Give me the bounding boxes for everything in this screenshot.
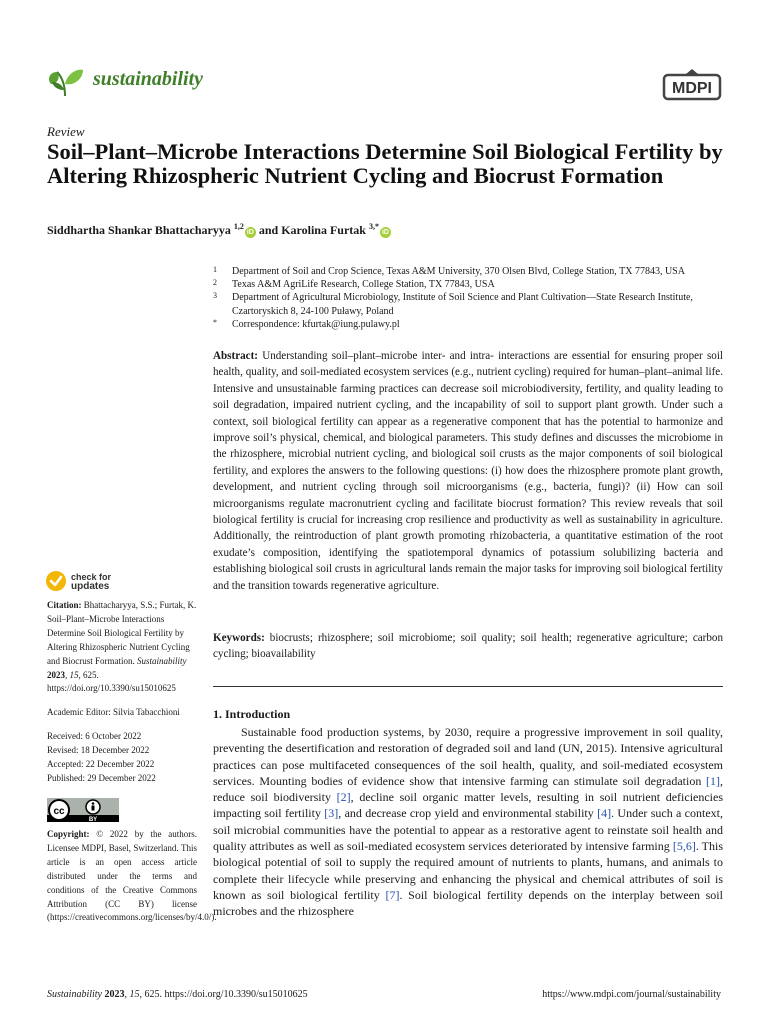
citation-link[interactable]: [5,6] <box>672 839 696 854</box>
check-for-updates-badge[interactable]: check for updates <box>45 570 145 596</box>
cc-by-label: BY <box>88 817 98 822</box>
section-divider <box>213 686 723 687</box>
section-heading: 1. Introduction <box>213 707 291 721</box>
author-list <box>47 222 391 238</box>
mdpi-logo-text: MDPI <box>672 80 712 97</box>
abstract-text: Understanding soil–plant–microbe inter- and intra- interactions are essential for ensuring proper soil health, quality, and soil-mediated ecosystem services (e.g., nutrient cycling) required for human–plant–animal life. Intensive and unsustainable farming practices can decrease soil microbiodiversity, fertility, and quality leading to soil degradation, impaired nutrient cycling, and the incapability of soil to support plant growth. Under such a context, soil biological fertility can appear as a regenerative component that has the potential to harmonize and improve soil’s physical, chemical, and biological parameters. This study defines and discusses the microbiome in the rhizosphere, microbial nutrient cycling, and biological soil crusts as the major components of soil biological fertility, and explores the answers to the following questions: (i) how does the rhizosphere promote plant growth, development, and nutrient cycling through soil microorganisms (e.g., bacteria, fungi)? (ii) How can soil microorganisms regulate macronutrient cycling and facilitate biocrust formation? This review reveals that soil biological fertility is crucial for increasing crop resilience and productivity as well as sustainability in agriculture. Additionally, the reintroduction of plant growth promoting rhizobacteria, a quantitative estimation of the root exudate’s composition, identifying the spatiotemporal dynamics of potassium solubilizing bacteria and establishing biological soil crusts in agricultural lands remain the major tasks for improving soil biological fertility and the transition towards regenerative agriculture. <box>213 350 723 592</box>
citation-link[interactable]: [1] <box>706 773 720 788</box>
abstract <box>213 348 723 594</box>
keywords-text: biocrusts; rhizosphere; soil microbiome; soil quality; soil health; regenerative agriculture; carbon cycling; bioavailability <box>213 632 723 661</box>
citation-link[interactable]: [7] <box>385 887 400 902</box>
orcid-icon[interactable]: iD <box>381 229 389 236</box>
affiliation-item: 3 Department of Agricultural Microbiology, Institute of Soil Science and Plant Cultivation—State Research Institute, Czartoryskich 8, 24-100 Puławy, Poland <box>213 291 693 317</box>
keywords <box>213 630 723 663</box>
academic-editor: Academic Editor: Silvia Tabacchioni <box>47 707 180 717</box>
author-join: and <box>258 223 279 237</box>
citation-doi-link[interactable]: https://doi.org/10.3390/su15010625 <box>47 683 176 694</box>
footer-citation: Sustainability 2023, 15, 625. https://doi.org/10.3390/su15010625 <box>47 989 308 1000</box>
citation-link[interactable]: [3] <box>324 806 339 821</box>
svg-text:cc: cc <box>53 806 65 817</box>
check-updates-icon <box>45 570 67 592</box>
dates-block <box>47 730 197 786</box>
mdpi-logo <box>662 68 722 102</box>
orcid-icon[interactable]: iD <box>246 229 254 236</box>
date-published: Published: 29 December 2022 <box>47 772 156 783</box>
article-title: Soil–Plant–Microbe Interactions Determine Soil Biological Fertility by Altering Rhizospheric Nutrient Cycling and Biocrust Formation <box>47 139 723 188</box>
author-affiliation-sup: 3,* <box>368 222 379 231</box>
author-name: Karolina Furtak <box>281 223 366 237</box>
date-revised: Revised: 18 December 2022 <box>47 744 150 755</box>
citation-link[interactable]: [4] <box>597 806 612 821</box>
affiliation-item: 1 Department of Soil and Crop Science, Texas A&M University, 370 Olsen Blvd, College Station, TX 77843, USA <box>213 265 685 277</box>
article-type: Review <box>47 124 85 139</box>
journal-name: sustainability <box>93 68 204 90</box>
cc-by-license-icon[interactable] <box>47 798 119 822</box>
journal-leaf-logo <box>47 64 85 98</box>
citation-block: Citation: Bhattacharyya, S.S.; Furtak, K. Soil–Plant–Microbe Interactions Determine Soil Biological Fertility by Altering Rhizospheric Nutrient Cycling and Biocrust Formation. Sustainability 2023, 15, 625. https://doi.org/10.3390/su15010625 <box>47 600 197 694</box>
copyright-block: Copyright: © 2022 by the authors. Licensee MDPI, Basel, Switzerland. This article is an open access article distributed under the terms and conditions of the Creative Commons Attribution (CC BY) license (https://creativecommons.org/licenses/by/4.0/). <box>47 829 217 923</box>
affiliation-item: 2 Texas A&M AgriLife Research, College Station, TX 77843, USA <box>213 278 495 291</box>
date-accepted: Accepted: 22 December 2022 <box>47 758 155 769</box>
author-name: Siddhartha Shankar Bhattacharyya <box>47 223 231 237</box>
intro-paragraph: Sustainable food production systems, by 2030, require a progressive improvement in soil quality, preventing the desertification and restoration of degraded soil and land (UN, 2015). Intensive agricultural practices can pose multifaceted consequences of the soil health, quality, and soil-mediated ecosystem services. Mounting bodies of evidence show that intensive farming can stimulate soil degradation [1], reduce soil biodiversity [2], decline soil organic matter levels, resulting in soil nutrient deficiencies impacting soil fertility [3], and decrease crop yield and environmental stability [4]. Under such a context, soil microbial communities have the potential to appear as a restorative agent to reinstate soil health and quality attributes as well as soil-mediated ecosystem services deteriorated by intensive farming [5,6]. This biological potential of soil to supply the required amount of nutrients to plants, humans, and animals to complete their lifecycle while preserving and enhancing the physical and chemical attributes of soil is known as soil biological fertility [7]. Soil biological fertility depends on the interplay between soil microbes and the rhizosphere <box>213 725 724 919</box>
author-affiliation-sup: 1,2 <box>233 222 244 231</box>
citation-link[interactable]: [2] <box>336 790 351 805</box>
footer-journal-url[interactable]: https://www.mdpi.com/journal/sustainability <box>542 989 721 1000</box>
date-received: Received: 6 October 2022 <box>47 731 142 741</box>
keywords-label: Keywords: <box>213 632 265 644</box>
abstract-label: Abstract: <box>213 350 258 362</box>
correspondence: * Correspondence: kfurtak@iung.pulawy.pl <box>213 317 400 330</box>
affiliations <box>213 265 727 331</box>
